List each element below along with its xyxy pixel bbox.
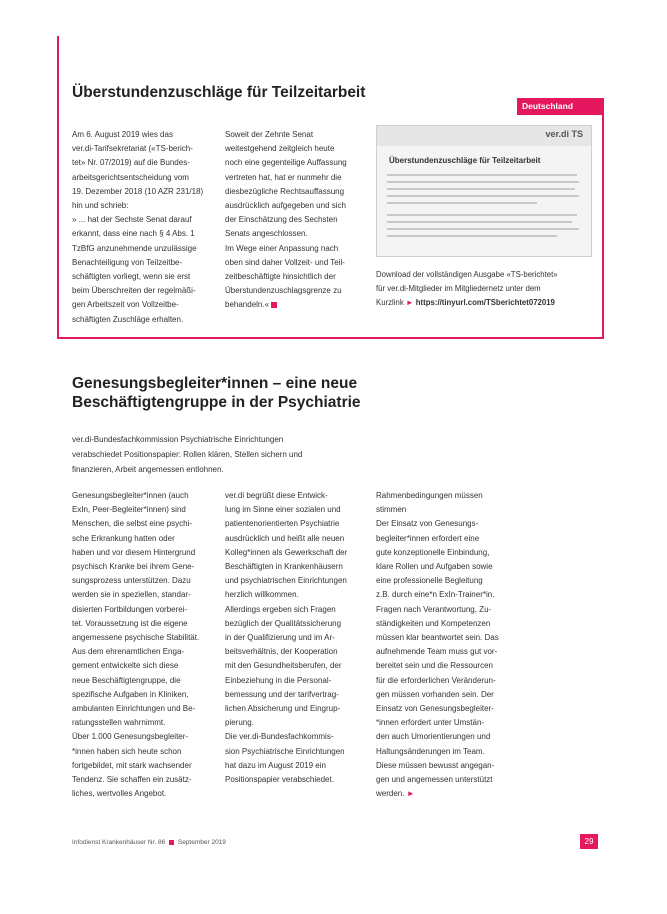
arrow-right-icon: ► — [405, 298, 414, 307]
page-number: 29 — [580, 834, 598, 849]
article2-column2 — [225, 489, 367, 787]
text-line: liches, wertvolles Angebot. — [72, 789, 167, 799]
text-line: sche Erkrankung hatten oder — [72, 533, 175, 543]
text-line: Benachteiligung von Teilzeitbe- — [72, 257, 183, 267]
text-line: begleiter*innen erfordert eine — [376, 533, 480, 543]
text-line: sion Psychiatrische Einrichtungen — [225, 746, 345, 756]
download-thumbnail[interactable] — [376, 125, 592, 257]
text-line: Genesungsbegleiter*innen (auch — [72, 491, 189, 500]
text-line: arbeitsgerichtsentscheidung vom — [72, 172, 189, 182]
caption-line: Kurzlink — [376, 298, 404, 307]
box-frame-bottom — [57, 337, 603, 339]
text-line: patientenorientierten Psychiatrie — [225, 519, 340, 529]
article2-lead — [72, 432, 372, 477]
text-line: schäftigten vorliegt, wenn sie erst — [72, 272, 191, 282]
text-line: der Einschätzung des Sechsten — [225, 215, 338, 225]
text-line: müssen klar beantwortet sein. Das — [376, 633, 499, 643]
text-line: ausdrücklich aufgegeben und sich — [225, 201, 346, 211]
text-line-end — [376, 787, 526, 801]
text-line: stimmen — [376, 505, 407, 515]
text-line: herzlich willkommen. — [225, 590, 299, 600]
footer-square-icon — [169, 840, 174, 845]
text-line: bezüglich der Qualitätssicherung — [225, 618, 342, 628]
text-line: Positionspapier verabschiedet. — [225, 775, 334, 785]
text-line: vertreten hat, hat er nunmehr die — [225, 172, 342, 182]
page-footer — [72, 839, 226, 846]
box-frame-left — [57, 36, 59, 338]
text-line: angemessene psychische Stabilität. — [72, 633, 200, 643]
article1-title: Überstundenzuschläge für Teilzeitarbeit — [72, 84, 366, 101]
text-line-end — [225, 298, 367, 312]
thumbnail-title: Überstundenzuschläge für Teilzeitarbeit — [389, 156, 541, 165]
text-line: eine professionelle Begleitung — [376, 576, 483, 586]
text-line: oben sind daher Vollzeit- und Teil- — [225, 257, 345, 267]
download-link[interactable]: https://tinyurl.com/TSberichtet072019 — [415, 298, 555, 307]
text-line: behandeln.« — [225, 300, 270, 310]
text-line: sungsprozess unterstützen. Dazu — [72, 576, 191, 586]
text-line: erkannt, dass eine nach § 4 Abs. 1 — [72, 229, 195, 239]
footer-publication: Infodienst Krankenhäuser Nr. 86 — [72, 839, 166, 846]
text-line: noch eine gegenteilige Auffassung — [225, 158, 347, 168]
text-line: ver.di-Tarifsekretariat («TS-berich- — [72, 144, 193, 154]
thumbnail-text-line — [387, 174, 577, 176]
thumbnail-text-line — [387, 214, 577, 216]
article2-column1 — [72, 489, 217, 801]
text-line: Beschäftigten in Krankenhäusern — [225, 562, 343, 572]
caption-line: Download der vollständigen Ausgabe «TS-berichtet» — [376, 270, 558, 279]
thumbnail-text-line — [387, 202, 537, 204]
text-line: Über 1.000 Genesungsbegleiter- — [72, 732, 189, 742]
thumbnail-text-line — [387, 221, 572, 223]
text-line: ratungsstellen wahrnimmt. — [72, 718, 166, 728]
text-line: gute konzeptionelle Einbindung, — [376, 547, 490, 557]
text-line: hin und schrieb: — [72, 201, 129, 211]
lead-line: verabschiedet Positionspapier: Rollen klären, Stellen sichern und — [72, 450, 303, 459]
text-line: für die erforderlichen Veränderun- — [376, 675, 496, 685]
text-line: bereitet sein und die Ressourcen — [376, 661, 493, 671]
text-line: lung im Sinne einer sozialen und — [225, 505, 341, 515]
thumbnail-text-line — [387, 195, 579, 197]
lead-line: finanzieren, Arbeit angemessen entlohnen. — [72, 465, 224, 474]
end-square-icon — [271, 302, 277, 308]
text-line: 19. Dezember 2018 (10 AZR 231/18) — [72, 186, 204, 196]
text-line: Menschen, die selbst eine psychi- — [72, 519, 193, 529]
article2-title-line1: Genesungsbegleiter*innen – eine neue — [72, 375, 358, 392]
text-line: gement entwickelte sich diese — [72, 661, 179, 671]
text-line: Kolleg*innen als Gewerkschaft der — [225, 547, 348, 557]
text-line: den auch Umorientierungen und — [376, 732, 491, 742]
text-line: Haltungsänderungen im Team. — [376, 746, 485, 756]
caption-line-with-link — [376, 296, 598, 310]
text-line: beitsverhältnis, der Kooperation — [225, 647, 338, 657]
text-line: z.B. durch eine*n ExIn-Trainer*in. — [376, 590, 495, 600]
thumbnail-text-line — [387, 181, 579, 183]
text-line: tet» Nr. 07/2019) auf die Bundes- — [72, 158, 190, 168]
text-line: Der Einsatz von Genesungs- — [376, 519, 479, 529]
article2-title-line2: Beschäftigtengruppe in der Psychiatrie — [72, 394, 361, 411]
text-line: neue Beschäftigtengruppe, die — [72, 675, 181, 685]
text-line: gen Arbeitszeit von Vollzeitbe- — [72, 300, 179, 310]
caption-line: für ver.di-Mitglieder im Mitgliedernetz unter dem — [376, 284, 541, 293]
article2-title — [72, 374, 361, 412]
text-line: psychisch Kranke bei ihrem Gene- — [72, 562, 195, 572]
arrow-right-icon: ► — [406, 789, 415, 799]
box-frame-right — [602, 98, 604, 339]
text-line: zeitbeschäftigte hinsichtlich der — [225, 272, 336, 282]
text-line: Fragen nach Verantwortung, Zu- — [376, 604, 492, 614]
thumbnail-logo: ver.di TS — [545, 129, 583, 139]
text-line: Aus dem ehrenamtlichen Enga- — [72, 647, 185, 657]
text-line: TzBfG anzunehmende unzulässige — [72, 243, 197, 253]
text-line: Einbeziehung in die Personal- — [225, 675, 332, 685]
thumbnail-text-line — [387, 235, 557, 237]
text-line: disierten Fortbildungen vorberei- — [72, 604, 188, 614]
thumbnail-text-line — [387, 188, 575, 190]
text-line: schäftigten Zuschläge erhalten. — [72, 314, 184, 324]
text-line: in der Qualifizierung und im Ar- — [225, 633, 335, 643]
text-line: fortgebildet, mit stark wachsender — [72, 760, 192, 770]
region-tag: Deutschland — [517, 98, 603, 115]
text-line: lichen Absicherung und Eingrup- — [225, 704, 341, 714]
text-line: gen müssen vorhanden sein. Der — [376, 689, 494, 699]
text-line: aufnehmende Team muss gut vor- — [376, 647, 498, 657]
text-line: und psychiatrischen Einrichtungen — [225, 576, 347, 586]
text-line: Die ver.di-Bundesfachkommis- — [225, 732, 334, 742]
text-line: ver.di begrüßt diese Entwick- — [225, 491, 328, 500]
text-line: haben und vor diesem Hintergrund — [72, 547, 196, 557]
lead-line: ver.di-Bundesfachkommission Psychiatrische Einrichtungen — [72, 435, 284, 444]
text-line: werden sie in speziellen, standar- — [72, 590, 191, 600]
text-line: mit den Gesundheitsberufen, der — [225, 661, 342, 671]
text-line: *innen haben sich heute schon — [72, 746, 182, 756]
text-line: klare Rollen und Aufgaben sowie — [376, 562, 493, 572]
thumbnail-text-line — [387, 228, 579, 230]
text-line: gen und angemessen unterstützt — [376, 775, 493, 785]
text-line: weitestgehend zeitgleich heute — [225, 144, 335, 154]
download-caption — [376, 268, 598, 310]
article2-column3 — [376, 489, 526, 801]
article1-column2 — [225, 128, 367, 313]
text-line: ständigkeiten und Kompetenzen — [376, 618, 491, 628]
text-line: werden. — [376, 789, 405, 799]
text-line: *innen erfordert unter Umstän- — [376, 718, 485, 728]
text-line: Senats angeschlossen. — [225, 229, 308, 239]
text-line: bemessung und der tarifvertrag- — [225, 689, 339, 699]
text-line: spezifische Aufgaben in Kliniken, — [72, 689, 189, 699]
text-line: beim Überschreiten der regelmäßi- — [72, 286, 196, 296]
footer-date: September 2019 — [177, 839, 226, 846]
text-line: Soweit der Zehnte Senat — [225, 130, 314, 139]
text-line: » ... hat der Sechste Senat darauf — [72, 215, 192, 225]
text-line: diesbezügliche Rechtsauffassung — [225, 186, 345, 196]
text-line: ExIn, Peer-Begleiter*innen) sind — [72, 505, 186, 515]
text-line: ambulanten Einrichtungen und Be- — [72, 704, 196, 714]
text-line: Allerdings ergeben sich Fragen — [225, 604, 336, 614]
text-line: Tendenz. Sie schaffen ein zusätz- — [72, 775, 192, 785]
text-line: ausdrücklich und heißt alle neuen — [225, 533, 345, 543]
text-line: hat dazu im August 2019 ein — [225, 760, 326, 770]
text-line: Am 6. August 2019 wies das — [72, 130, 173, 139]
text-line: tet. Voraussetzung ist die eigene — [72, 618, 188, 628]
text-line: pierung. — [225, 718, 254, 728]
text-line: Überstundenzuschlagsgrenze zu — [225, 286, 342, 296]
text-line: Einsatz von Genesungsbegleiter- — [376, 704, 494, 714]
text-line: Im Wege einer Anpassung nach — [225, 243, 339, 253]
text-line: Rahmenbedingungen müssen — [376, 491, 483, 500]
text-line: Diese müssen bewusst angegan- — [376, 760, 495, 770]
article1-column1 — [72, 128, 212, 327]
